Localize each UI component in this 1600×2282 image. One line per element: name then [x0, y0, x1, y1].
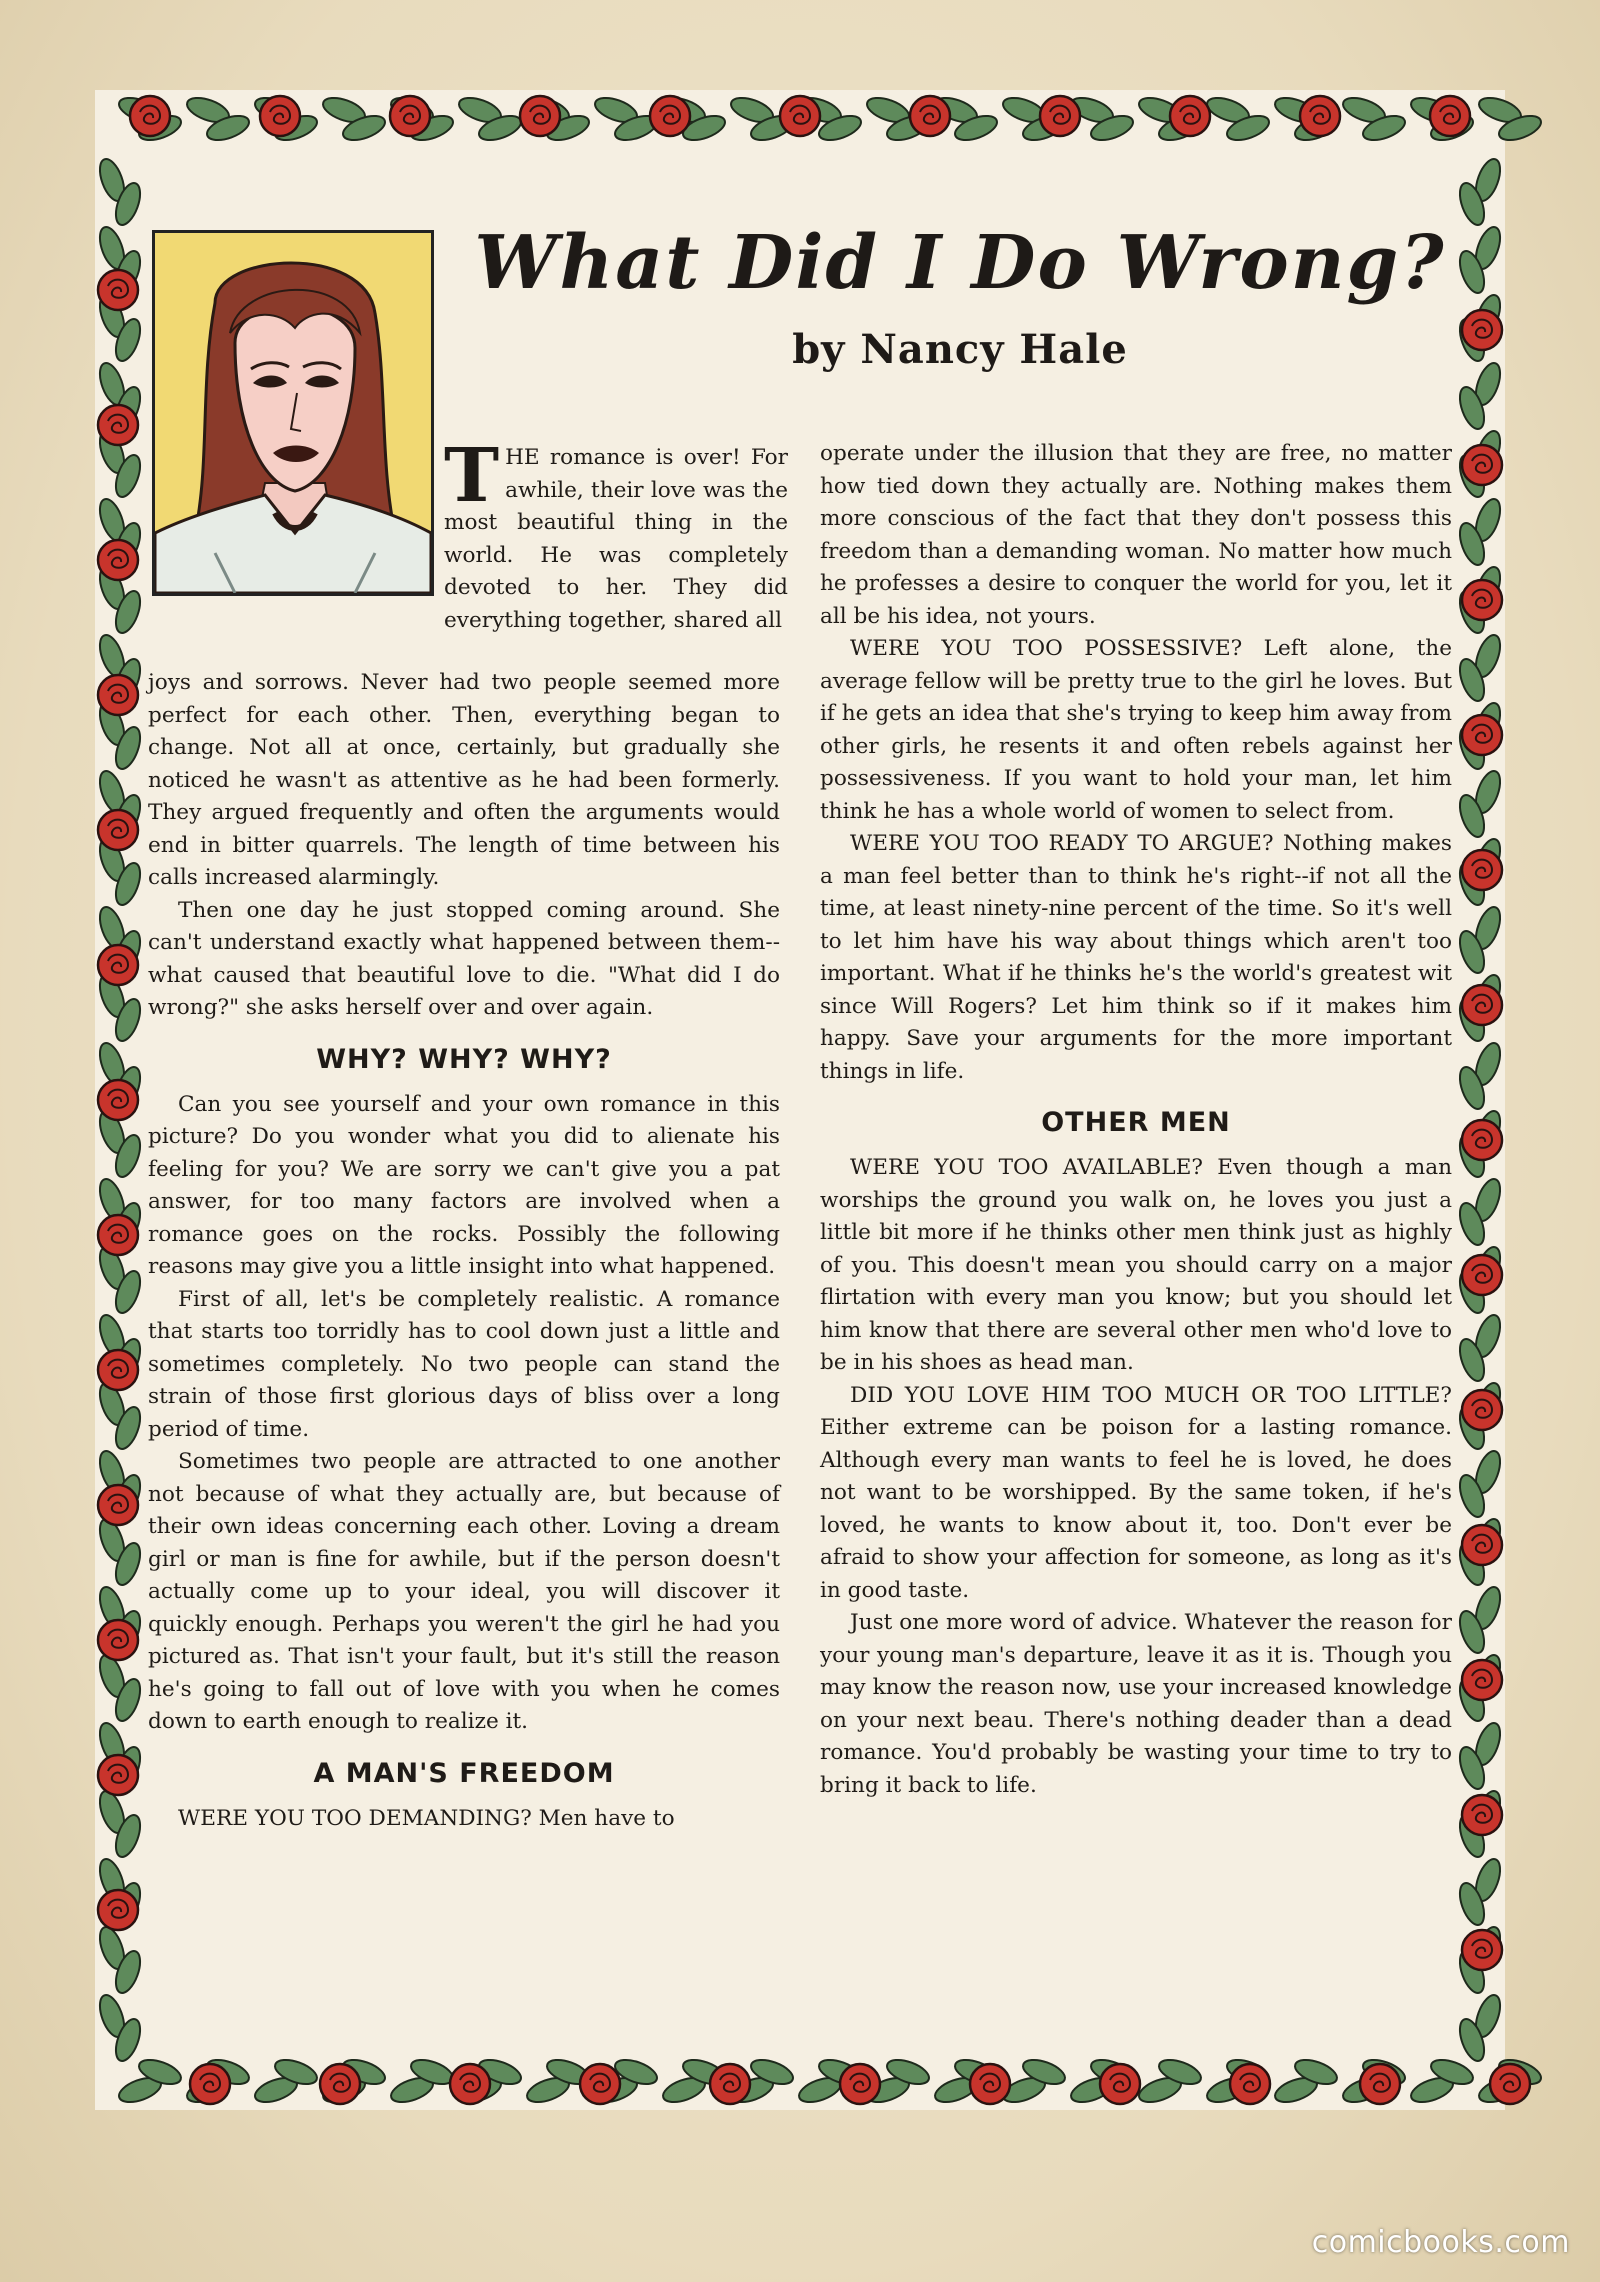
- rose-icon: [1040, 96, 1080, 136]
- rose-icon: [98, 1350, 138, 1390]
- rose-icon: [260, 96, 300, 136]
- intro-text-rest: joys and sorrows. Never had two people seemed more perfect for each other. Then, everything began to change. Not all at once, certainly, but gradually she noticed he wasn't as attentive as he had been formerly. They argued frequently and often the arguments would end in bitter quarrels. The length of time between his calls increased alarmingly.: [148, 670, 780, 890]
- rose-icon: [1462, 1255, 1502, 1295]
- rose-icon: [1462, 985, 1502, 1025]
- rose-icon: [320, 2064, 360, 2104]
- rose-icon: [98, 1080, 138, 1120]
- rose-icon: [710, 2064, 750, 2104]
- rose-icon: [1462, 310, 1502, 350]
- rose-icon: [1462, 1660, 1502, 1700]
- paragraph: WERE YOU TOO READY TO ARGUE? Nothing makes a man feel better than to think he's right--if not all the time, at least ninety-nine percent of the time. So it's well to let him have his way about things which aren't too important. What if he thinks he's the world's greatest wit since Will Rogers? Let him think so if it makes him happy. Save your arguments for the more important things in life.: [820, 831, 1452, 1084]
- rose-icon: [1360, 2064, 1400, 2104]
- watermark: comicbooks.com: [1311, 2225, 1570, 2260]
- rose-icon: [650, 96, 690, 136]
- rose-icon: [98, 270, 138, 310]
- rose-icon: [970, 2064, 1010, 2104]
- rose-icon: [1462, 1120, 1502, 1160]
- rose-icon: [1462, 580, 1502, 620]
- paragraph: Sometimes two people are attracted to one another not because of what they actually are, but because of their own ideas concerning each other. Loving a dream girl or man is fine for awhile, but if the person doesn't actually come up to your ideal, you will discover it quickly enough. Perhaps you weren't the girl he had you pictured as. That isn't your fault, but it's still the reason he's going to fall out of love with you when he comes down to earth enough to realize it.: [148, 1449, 780, 1734]
- rose-icon: [1100, 2064, 1140, 2104]
- rose-icon: [130, 96, 170, 136]
- rose-icon: [840, 2064, 880, 2104]
- rose-icon: [1230, 2064, 1270, 2104]
- rose-icon: [98, 810, 138, 850]
- paragraph-continued: operate under the illusion that they are free, no matter how tied down they actually are. Nothing makes them more conscious of the fact that they don't possess this freedom than a demanding woman. No matter how much he professes a desire to conquer the world for you, let it all be his idea, not yours.: [820, 441, 1452, 629]
- rose-icon: [98, 675, 138, 715]
- rose-icon: [1462, 850, 1502, 890]
- rose-icon: [1462, 715, 1502, 755]
- rose-icon: [1490, 2064, 1530, 2104]
- rose-icon: [98, 1755, 138, 1795]
- section-heading-freedom: A MAN'S FREEDOM: [313, 1757, 615, 1789]
- rose-icon: [1430, 96, 1470, 136]
- intro-text-first: HE romance is over! For awhile, their love was the most beautiful thing in the world. He was completely devoted to her. They did everything together, shared all: [444, 445, 788, 633]
- paragraph: Then one day he just stopped coming around. She can't understand exactly what happened between them--what caused that beautiful love to die. "What did I do wrong?" she asks herself over and over again.: [148, 897, 780, 1020]
- paragraph: WERE YOU TOO POSSESSIVE? Left alone, the average fellow will be pretty true to the girl he loves. But if he gets an idea that she's trying to keep him away from other girls, he resents it and often rebels against her possessiveness. If you want to hold your man, let him think he has a whole world of women to select from.: [820, 636, 1452, 824]
- rose-icon: [98, 1620, 138, 1660]
- rose-icon: [1462, 1930, 1502, 1970]
- paragraph: First of all, let's be completely realistic. A romance that starts too torridly has to cool down just a little and sometimes completely. No two people can stand the strain of those first glorious days of bliss over a long period of time.: [148, 1286, 780, 1442]
- rose-icon: [98, 1485, 138, 1525]
- rose-icon: [450, 2064, 490, 2104]
- section-heading-why: WHY? WHY? WHY?: [316, 1043, 612, 1075]
- paragraph: WERE YOU TOO DEMANDING? Men have to: [178, 1805, 675, 1831]
- paragraph: WERE YOU TOO AVAILABLE? Even though a man worships the ground you walk on, he loves you just a little bit more if he thinks other men think just as highly of you. This doesn't mean you should carry on a major flirtation with every man you know; but you should let him know that there are several other men who'd love to be in his shoes as head man.: [820, 1155, 1452, 1375]
- rose-icon: [1170, 96, 1210, 136]
- rose-icon: [1462, 445, 1502, 485]
- rose-icon: [1462, 1525, 1502, 1565]
- article-title: What Did I Do Wrong?: [474, 220, 1446, 306]
- section-heading-other-men: OTHER MEN: [1041, 1107, 1231, 1138]
- rose-icon: [1462, 1390, 1502, 1430]
- rose-icon: [98, 405, 138, 445]
- rose-icon: [780, 96, 820, 136]
- paragraph: Just one more word of advice. Whatever the reason for your young man's departure, leave it as it is. Though you may know the reason now, use your increased knowledge on your next beau. There's nothing deader than a dead romance. You'd probably be wasting your time to try to bring it back to life.: [820, 1610, 1452, 1798]
- rose-icon: [580, 2064, 620, 2104]
- paragraph: Can you see yourself and your own romance in this picture? Do you wonder what you did to alienate his feeling for you? We are sorry we can't give you a pat answer, for too many factors are involved when a romance goes on the rocks. Possibly the following reasons may give you a little insight into what happened.: [148, 1091, 780, 1279]
- rose-icon: [98, 540, 138, 580]
- paragraph: DID YOU LOVE HIM TOO MUCH OR TOO LITTLE? Either extreme can be poison for a lasting romance. Although every man wants to feel he is loved, he does not want to be worshipped. By the same token, if he's loved, he wants to know about it, too. Don't ever be afraid to show your affection for someone, as long as it's in good taste.: [820, 1382, 1452, 1603]
- rose-icon: [910, 96, 950, 136]
- rose-icon: [390, 96, 430, 136]
- woman-portrait-illustration: [152, 230, 434, 596]
- rose-icon: [1462, 1795, 1502, 1835]
- article-byline: by Nancy Hale: [792, 326, 1128, 373]
- article-column-left: [148, 667, 780, 1835]
- rose-icon: [98, 945, 138, 985]
- rose-icon: [1300, 96, 1340, 136]
- rose-icon: [520, 96, 560, 136]
- article-column-right: [820, 438, 1452, 1802]
- rose-icon: [98, 1215, 138, 1255]
- rose-icon: [190, 2064, 230, 2104]
- intro-paragraph: [444, 433, 788, 637]
- drop-cap: T: [444, 433, 500, 519]
- rose-icon: [98, 1890, 138, 1930]
